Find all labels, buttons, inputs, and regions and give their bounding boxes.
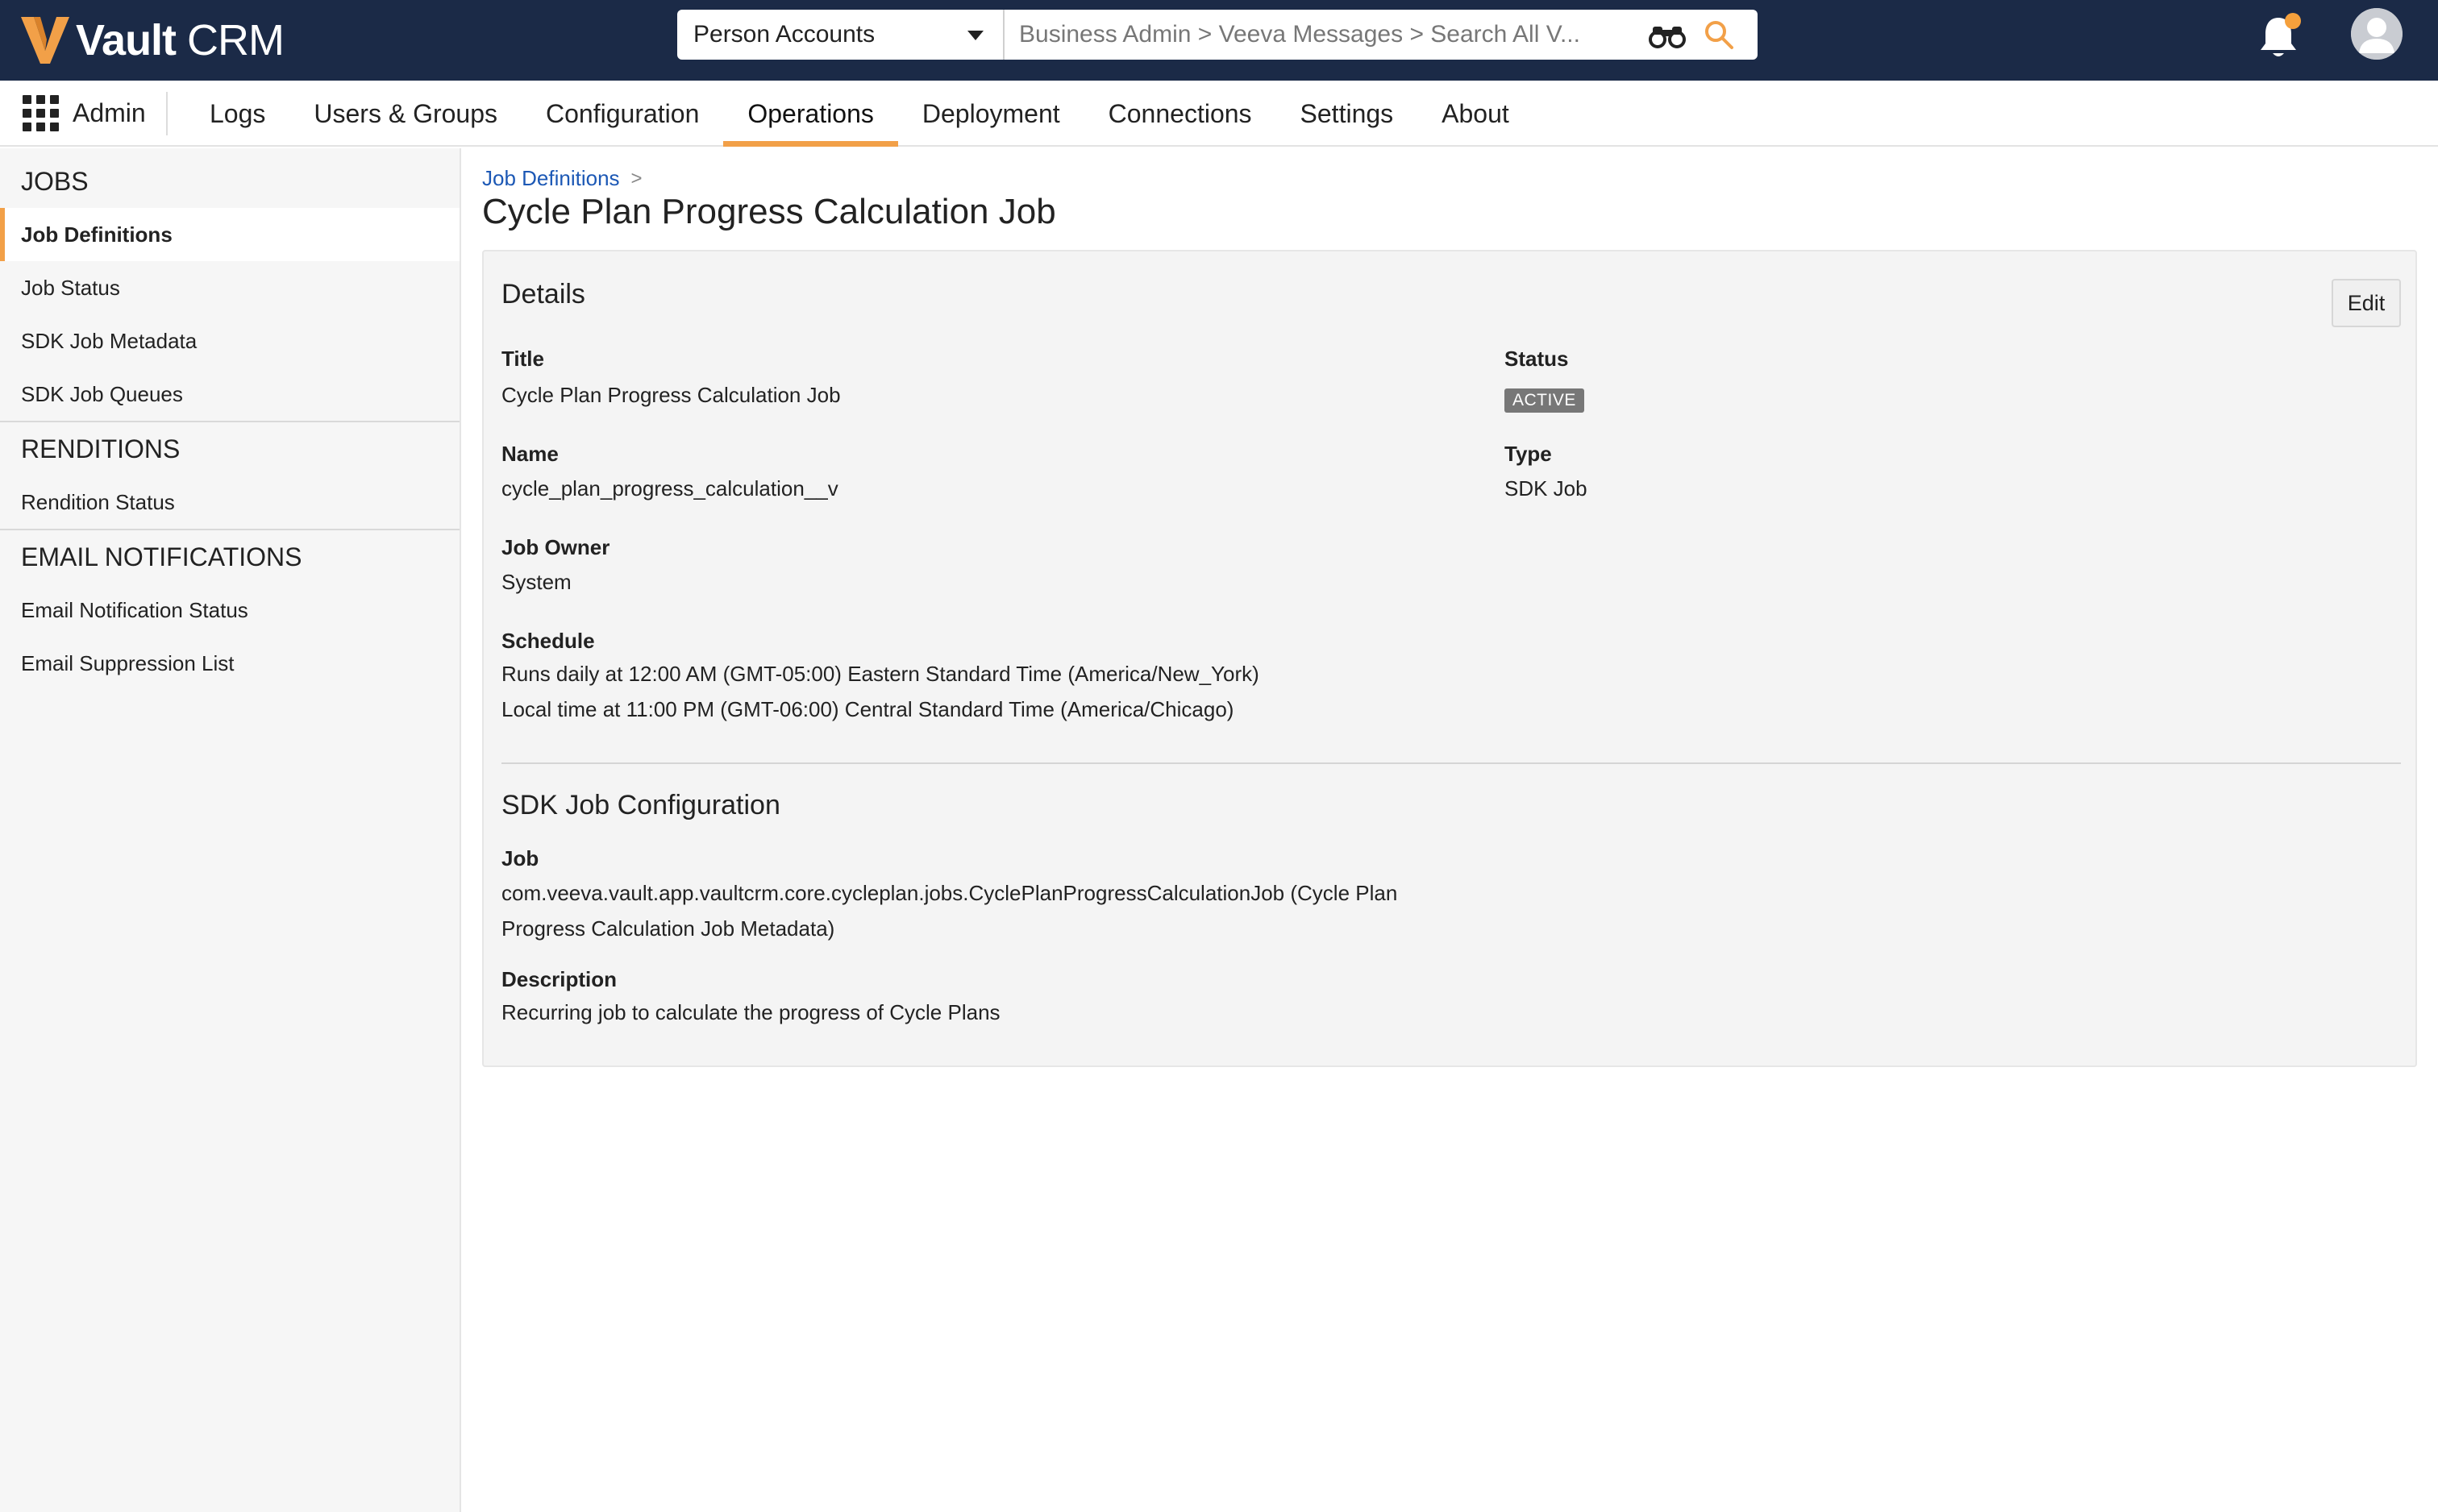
sidebar [0,148,461,1512]
veeva-v-logo-icon [19,15,71,65]
app-label[interactable]: Admin [73,98,146,127]
sidebar-item-rendition-status[interactable]: Rendition Status [21,489,175,514]
breadcrumb [482,166,643,191]
breadcrumb-separator: > [630,167,643,189]
name-value: cycle_plan_progress_calculation__v [501,476,838,501]
sidebar-item-job-definitions[interactable]: Job Definitions [0,208,460,261]
search-scope-select[interactable] [677,10,1005,60]
edit-button[interactable]: Edit [2332,279,2401,327]
page-title: Cycle Plan Progress Calculation Job [482,192,1056,231]
schedule-label: Schedule [501,629,595,653]
tab-logs[interactable]: Logs [210,98,266,128]
global-search [677,10,1758,60]
search-input[interactable] [1005,10,1648,59]
sidebar-item-job-status[interactable]: Job Status [21,275,120,300]
binoculars-icon[interactable] [1648,19,1687,51]
notification-dot [2285,13,2301,29]
sidebar-item-sdk-job-metadata[interactable]: SDK Job Metadata [21,328,198,353]
sidebar-item-email-notification-status[interactable]: Email Notification Status [21,597,248,622]
sidebar-section-renditions: RENDITIONS [21,434,181,463]
section-divider [501,762,2401,764]
title-value: Cycle Plan Progress Calculation Job [501,383,841,407]
name-label: Name [501,442,559,466]
schedule-line-2: Local time at 11:00 PM (GMT-06:00) Central Standard Time (America/Chicago) [501,697,1234,721]
user-avatar-icon[interactable] [2351,8,2403,60]
tab-configuration[interactable]: Configuration [546,98,700,128]
apps-grid-icon[interactable] [23,95,60,132]
job-owner-value: System [501,570,572,594]
breadcrumb-job-definitions-link[interactable]: Job Definitions [482,166,620,190]
type-label: Type [1504,442,1552,466]
brand-logo[interactable] [19,8,284,73]
job-value-line-2: Progress Calculation Job Metadata) [501,916,835,941]
tab-deployment[interactable]: Deployment [922,98,1060,128]
brand-name: Vault CRM [76,16,285,64]
status-label: Status [1504,347,1569,371]
title-label: Title [501,347,544,371]
search-icon[interactable] [1703,19,1735,51]
description-value: Recurring job to calculate the progress of Cycle Plans [501,1000,1001,1024]
job-owner-label: Job Owner [501,535,610,559]
search-scope-value: Person Accounts [693,21,876,48]
job-label: Job [501,846,539,870]
details-heading: Details [501,279,585,309]
nav-divider [166,92,168,135]
job-value-line-1: com.veeva.vault.app.vaultcrm.core.cycleplan.jobs.CyclePlanProgressCalculationJob (Cycle Plan [501,881,1398,905]
admin-nav-bar [0,81,2438,147]
sidebar-item-sdk-job-queues[interactable]: SDK Job Queues [21,381,183,406]
tab-users-groups[interactable]: Users & Groups [314,98,498,128]
nav-tabs [185,81,1533,147]
description-label: Description [501,967,618,991]
tab-operations[interactable]: Operations [723,81,898,147]
tab-settings[interactable]: Settings [1300,98,1394,128]
sidebar-section-email-notifications: EMAIL NOTIFICATIONS [21,542,302,571]
tab-connections[interactable]: Connections [1108,98,1252,128]
tab-about[interactable]: About [1442,98,1509,128]
details-panel [482,250,2417,1067]
schedule-line-1: Runs daily at 12:00 AM (GMT-05:00) Eastern Standard Time (America/New_York) [501,662,1259,686]
sidebar-item-email-suppression-list[interactable]: Email Suppression List [21,650,235,675]
top-bar [0,0,2438,81]
status-badge: ACTIVE [1504,388,1584,413]
sdk-config-heading: SDK Job Configuration [501,790,780,820]
caret-down-icon [967,31,984,40]
sidebar-section-jobs: JOBS [21,166,89,196]
type-value: SDK Job [1504,476,1587,501]
